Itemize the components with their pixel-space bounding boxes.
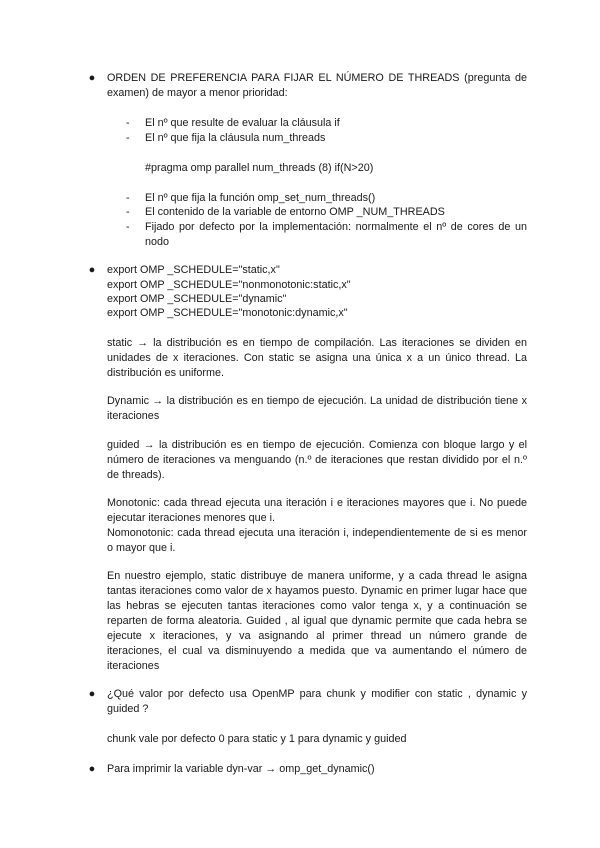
question-answer: chunk vale por defecto 0 para static y 1 para dynamic y guided bbox=[107, 733, 407, 745]
orden-intro: ORDEN DE PREFERENCIA PARA FIJAR EL NÚMERO DE THREADS (pregunta de examen) de mayor a menor prioridad: bbox=[107, 72, 527, 99]
orden-item: El contenido de la variable de entorno OMP _NUM_THREADS bbox=[145, 206, 445, 218]
print-text: Para imprimir la variable dyn-var → omp_get_dynamic() bbox=[107, 763, 375, 775]
orden-item: El nº que fija la función omp_set_num_threads() bbox=[145, 192, 376, 204]
orden-item: El nº que resulte de evaluar la cláusula if bbox=[145, 117, 340, 129]
bullet: ● bbox=[88, 72, 96, 84]
monotonic-paragraph: Monotonic: cada thread ejecuta una iteración i e iteraciones mayores que i. No puede ejecutar iteraciones menores que i. bbox=[107, 497, 527, 524]
dynamic-paragraph: Dynamic → la distribución es en tiempo de ejecución. La unidad de distribución tiene x iteraciones bbox=[107, 395, 527, 422]
bullet: ● bbox=[88, 264, 96, 276]
orden-item: El nº que fija la cláusula num_threads bbox=[145, 132, 326, 144]
dash: - bbox=[126, 132, 130, 144]
bullet: ● bbox=[88, 763, 96, 775]
bullet: ● bbox=[88, 688, 96, 700]
orden-item: Fijado por defecto por la implementación: normalmente el nº de cores de un nodo bbox=[145, 221, 527, 248]
export-line: export OMP _SCHEDULE="dynamic" bbox=[107, 293, 287, 305]
nonmonotonic-paragraph: Nomonotonic: cada thread ejecuta una iteración i, independientemente de si es menor o mayor que i. bbox=[107, 527, 527, 554]
example-paragraph: En nuestro ejemplo, static distribuye de manera uniforme, y a cada thread le asigna tantas iteraciones como valor de x hayamos puesto. Dynamic en primer lugar hace que las hebras se ejecuten tantas iteraciones como valor tenga x, y a continuación se reparten de forma aleatoria. Guided , al igual que dynamic permite que cada hebra se ejecute x iteraciones, y va asignando al primer thread un número grande de iteraciones, el cual va disminuyendo a medida que va aumentando el número de iteraciones bbox=[107, 570, 527, 672]
export-line: export OMP _SCHEDULE="static,x" bbox=[107, 264, 280, 276]
dash: - bbox=[126, 192, 130, 204]
dash: - bbox=[126, 117, 130, 129]
guided-paragraph: guided → la distribución es en tiempo de ejecución. Comienza con bloque largo y el número de iteraciones va menguando (n.º de iteraciones que restan dividido por el n.º de threads). bbox=[107, 439, 527, 481]
pragma-line: #pragma omp parallel num_threads (8) if(N>20) bbox=[145, 162, 374, 174]
static-paragraph: static → la distribución es en tiempo de compilación. Las iteraciones se dividen en unidades de x iteraciones. Con static se asigna una única x a un único thread. La distribución es uniforme. bbox=[107, 337, 527, 379]
dash: - bbox=[126, 206, 130, 218]
question-text: ¿Qué valor por defecto usa OpenMP para chunk y modifier con static , dynamic y guided ? bbox=[107, 688, 527, 715]
export-line: export OMP _SCHEDULE="nonmonotonic:static,x" bbox=[107, 279, 351, 291]
dash: - bbox=[126, 221, 130, 233]
export-line: export OMP _SCHEDULE="monotonic:dynamic,x" bbox=[107, 307, 348, 319]
